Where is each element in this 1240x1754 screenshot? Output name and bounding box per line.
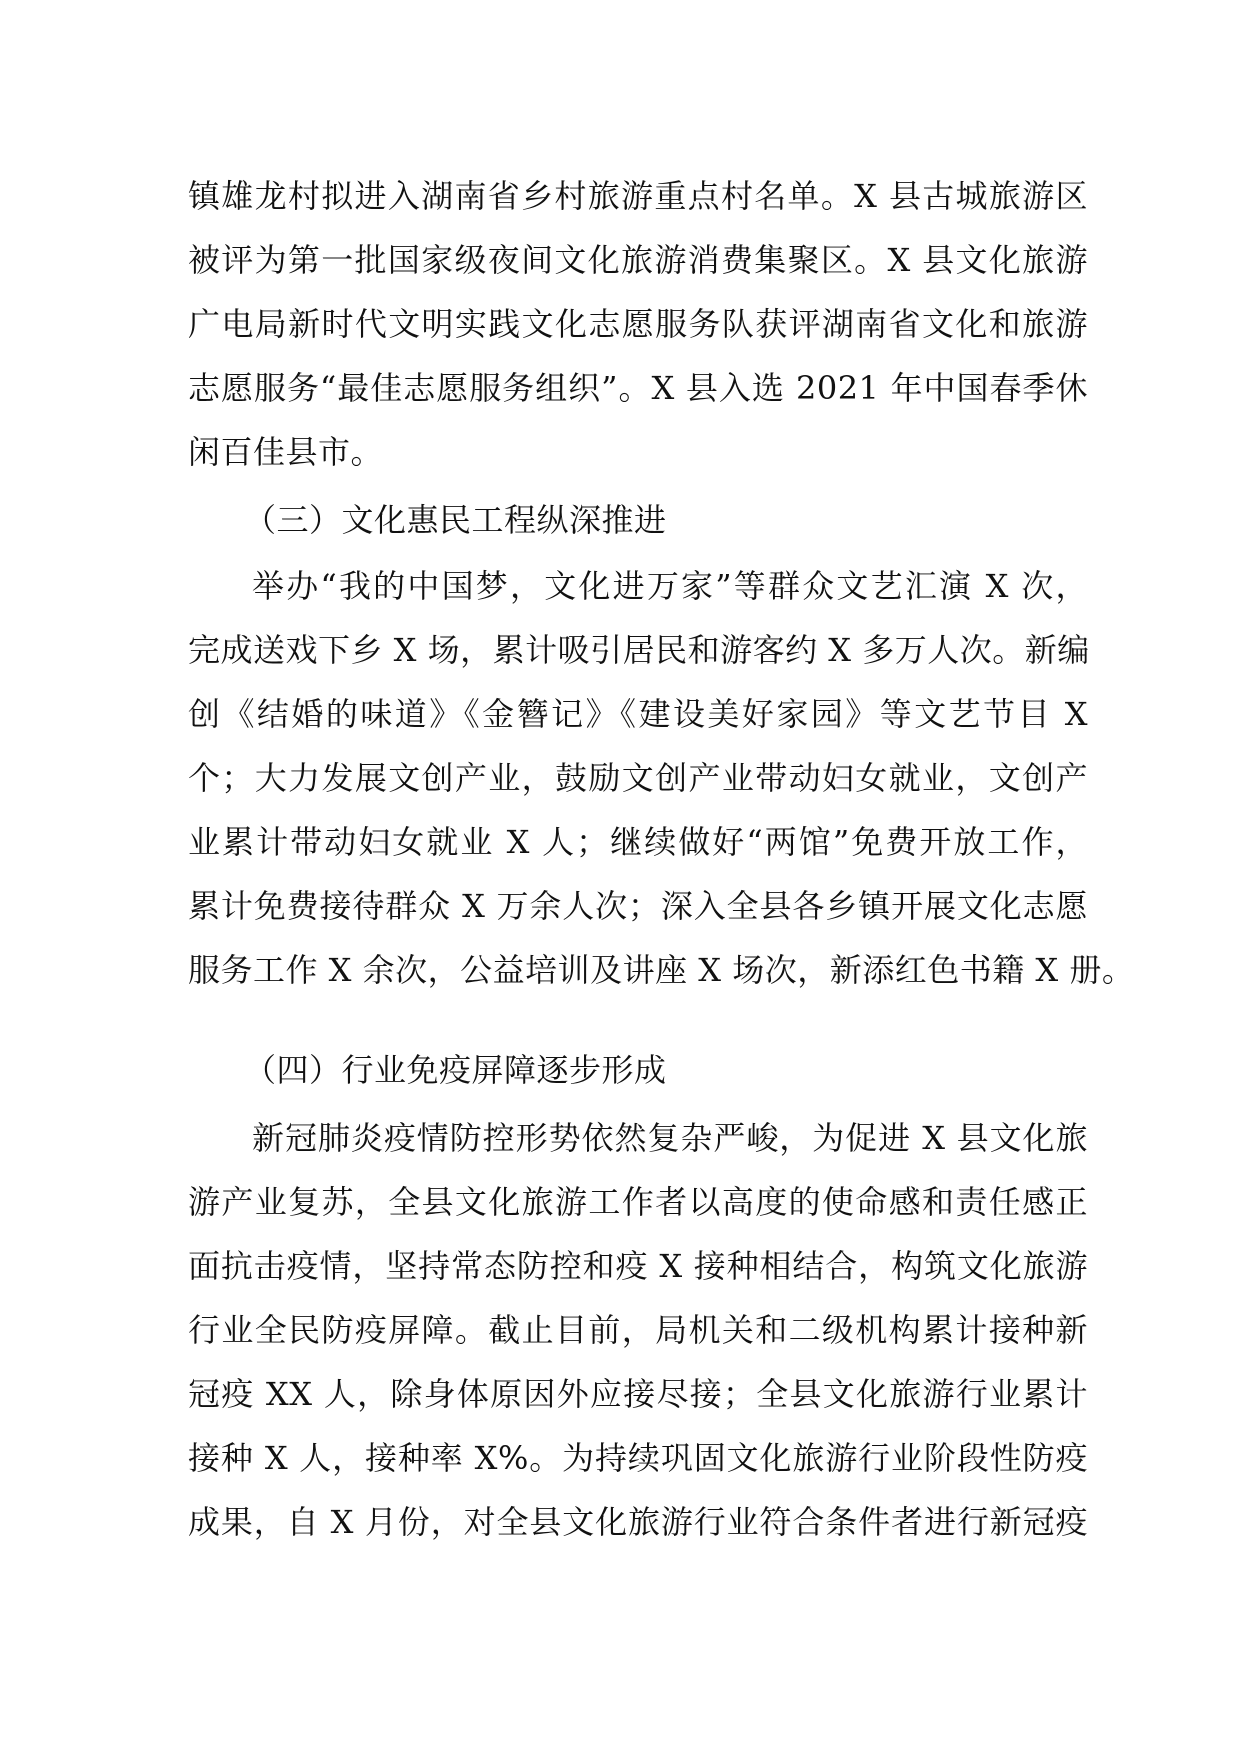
para3-line-1: 新冠肺炎疫情防控形势依然复杂严峻，为促进 X 县文化旅 <box>252 1119 1088 1157</box>
para3-line-6: 接种 X 人，接种率 X%。为持续巩固文化旅游行业阶段性防疫 <box>188 1439 1088 1477</box>
para3-line-2: 游产业复苏，全县文化旅游工作者以高度的使命感和责任感正 <box>188 1183 1088 1221</box>
para1-line-4: 志愿服务“最佳志愿服务组织”。X 县入选 2021 年中国春季休 <box>188 369 1088 407</box>
para2-line-7: 服务工作 X 余次，公益培训及讲座 X 场次，新添红色书籍 X 册。 <box>188 951 1135 989</box>
section-heading-3: （三）文化惠民工程纵深推进 <box>244 501 667 539</box>
para1-line-2: 被评为第一批国家级夜间文化旅游消费集聚区。X 县文化旅游 <box>188 241 1088 279</box>
para2-line-2: 完成送戏下乡 X 场，累计吸引居民和游客约 X 多万人次。新编 <box>188 631 1090 669</box>
para2-line-1: 举办“我的中国梦，文化进万家”等群众文艺汇演 X 次， <box>252 567 1088 605</box>
para2-line-5: 业累计带动妇女就业 X 人；继续做好“两馆”免费开放工作， <box>188 823 1088 861</box>
para2-line-4: 个；大力发展文创产业，鼓励文创产业带动妇女就业，文创产 <box>188 759 1088 797</box>
para3-line-3: 面抗击疫情，坚持常态防控和疫 X 接种相结合，构筑文化旅游 <box>188 1247 1088 1285</box>
para1-line-5: 闲百佳县市。 <box>188 433 384 471</box>
para3-line-4: 行业全民防疫屏障。截止目前，局机关和二级机构累计接种新 <box>188 1311 1088 1349</box>
section-heading-4: （四）行业免疫屏障逐步形成 <box>244 1051 667 1089</box>
para3-line-7: 成果，自 X 月份，对全县文化旅游行业符合条件者进行新冠疫 <box>188 1503 1088 1541</box>
para3-line-5: 冠疫 XX 人，除身体原因外应接尽接；全县文化旅游行业累计 <box>188 1375 1088 1413</box>
para1-line-3: 广电局新时代文明实践文化志愿服务队获评湖南省文化和旅游 <box>188 305 1088 343</box>
para2-line-3: 创《结婚的味道》《金簪记》《建设美好家园》等文艺节目 X <box>188 695 1088 733</box>
para2-line-6: 累计免费接待群众 X 万余人次；深入全县各乡镇开展文化志愿 <box>188 887 1088 925</box>
para1-line-1: 镇雄龙村拟进入湖南省乡村旅游重点村名单。X 县古城旅游区 <box>188 177 1088 215</box>
